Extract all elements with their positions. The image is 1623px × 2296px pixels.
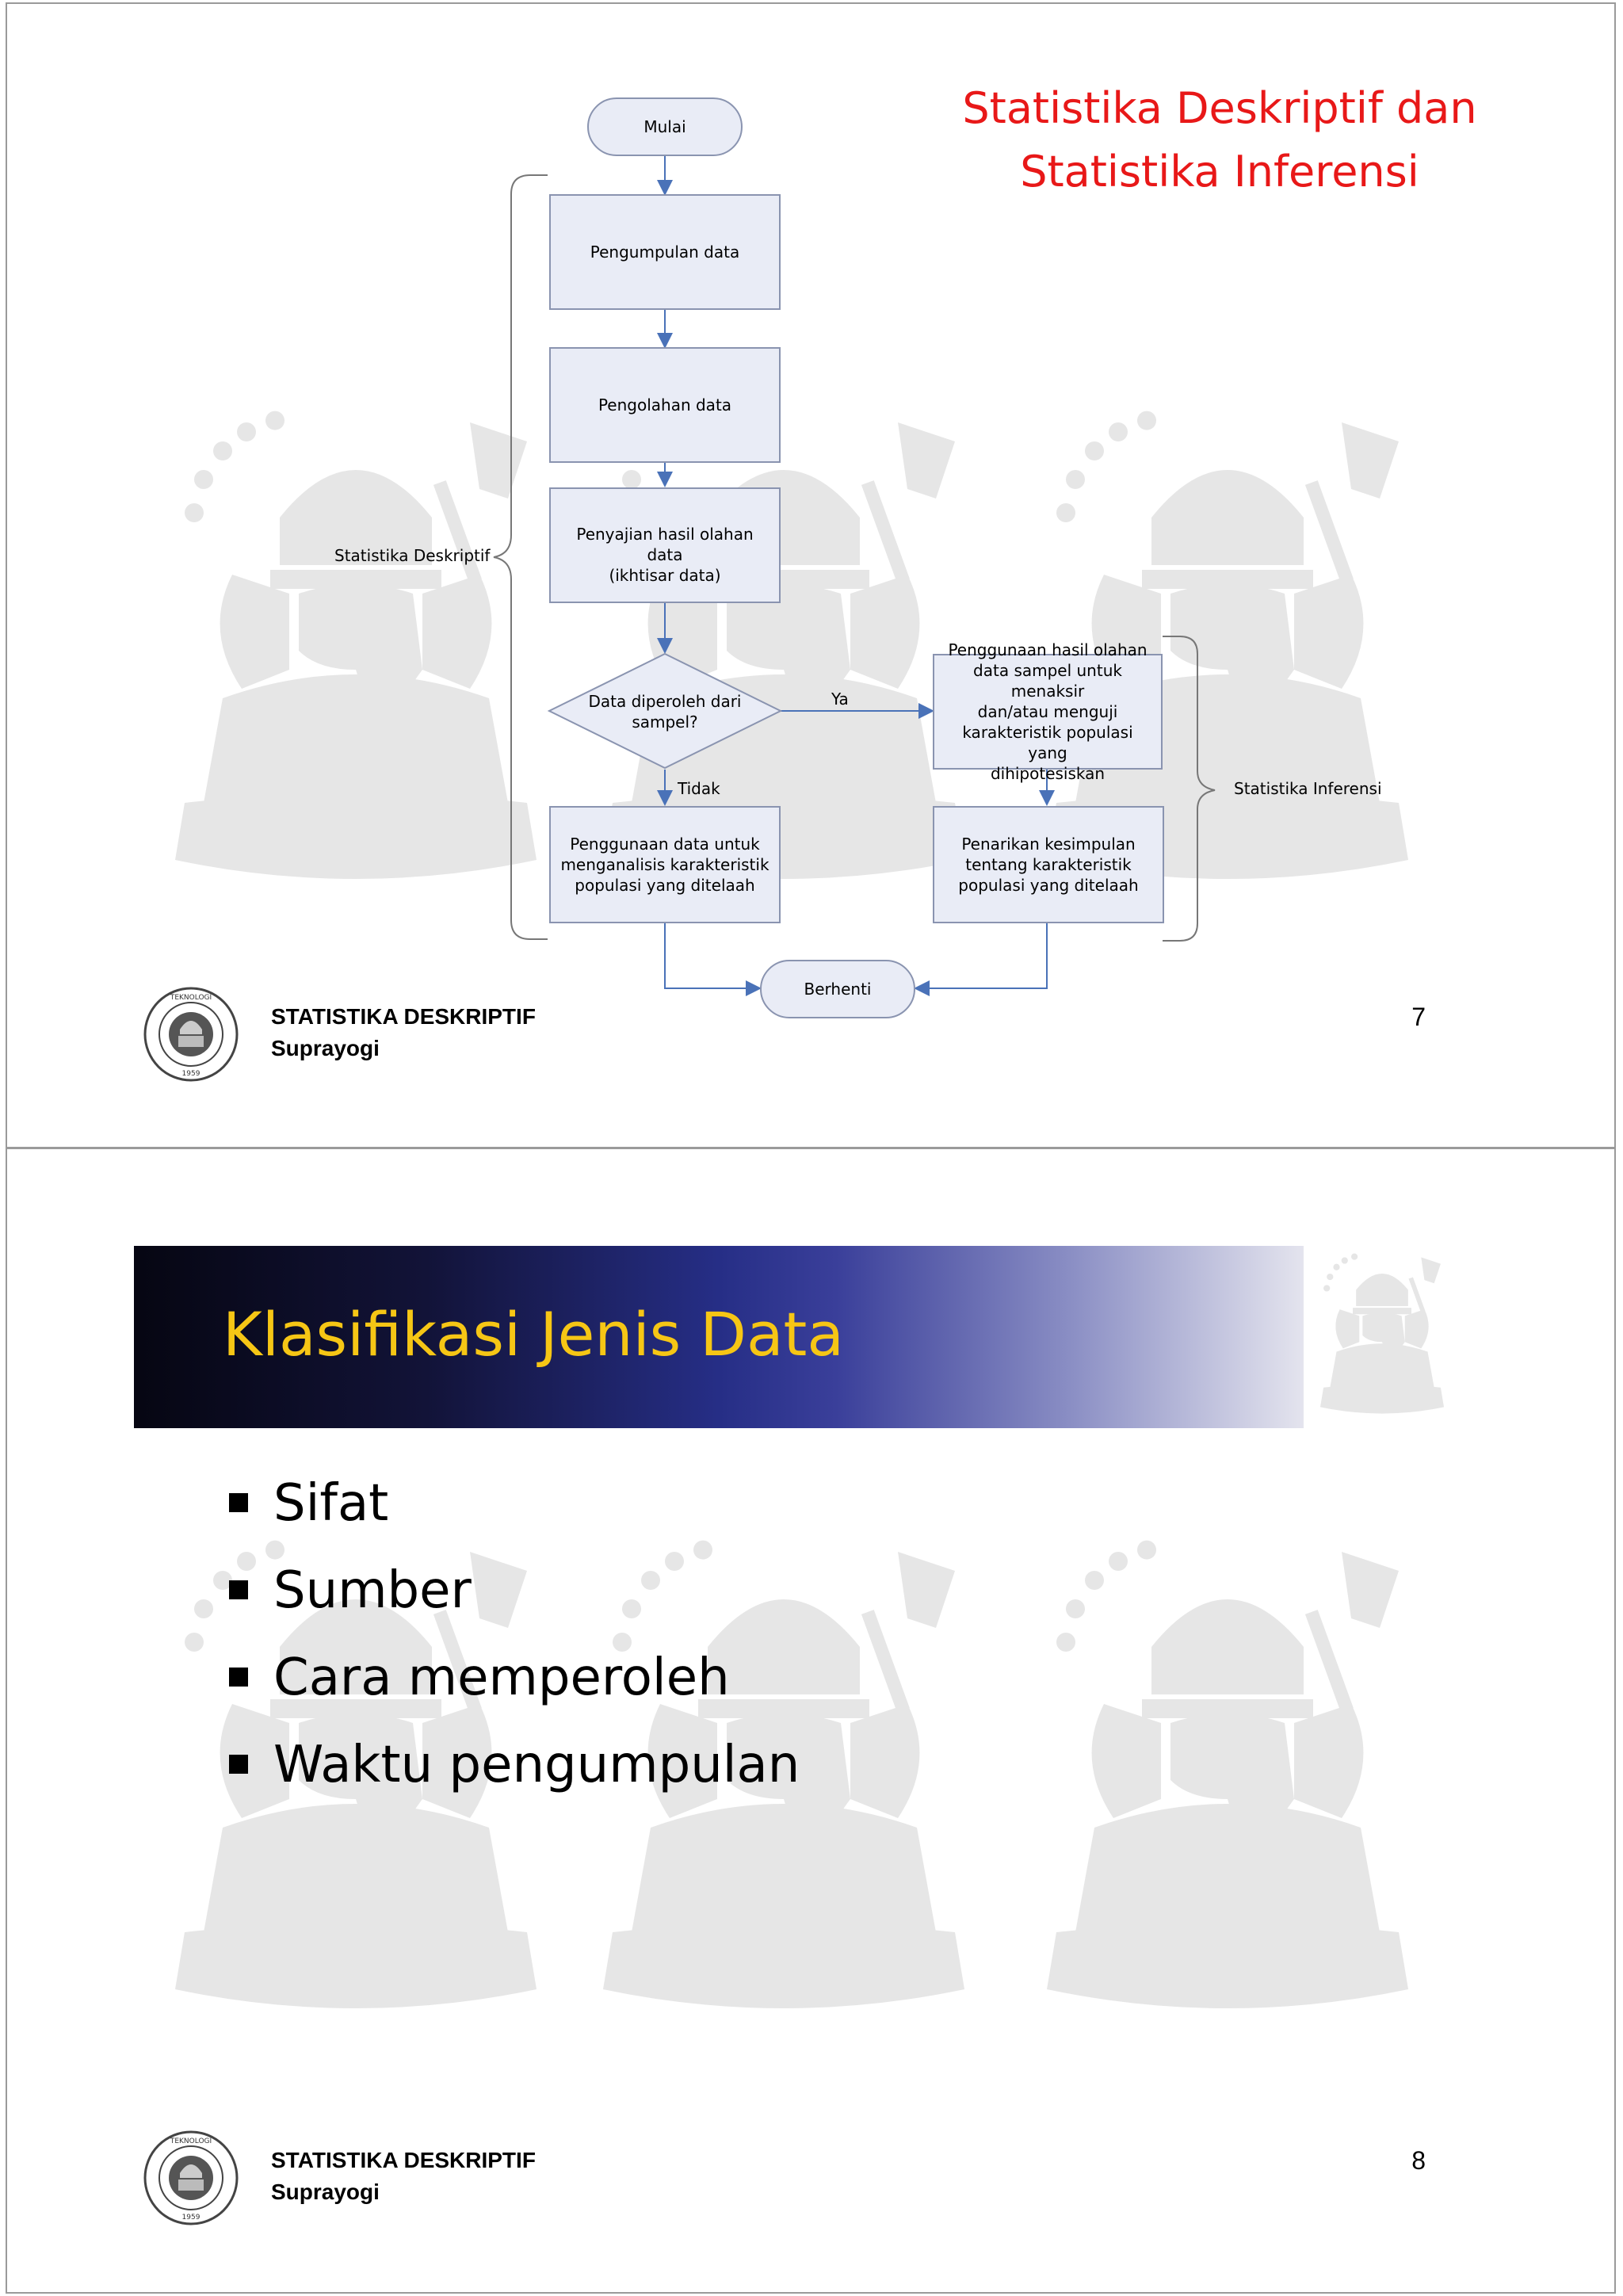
- descriptive-use-line-3: populasi yang ditelaah: [575, 876, 755, 895]
- slide-title: Klasifikasi Jenis Data: [223, 1299, 844, 1370]
- bullet-text: Sumber: [273, 1561, 472, 1620]
- arrow-descriptive-to-end: [665, 923, 760, 988]
- itb-seal-icon: [142, 2129, 240, 2227]
- bullet-square-icon: [229, 1668, 248, 1687]
- inferential-use-line-2: data sampel untuk menaksir: [973, 661, 1122, 701]
- present-label-line-1: Penyajian hasil olahan data: [576, 525, 754, 564]
- footer-author: Suprayogi: [271, 1036, 380, 1060]
- ganesha-watermark-icon: [1037, 1514, 1418, 2046]
- inferential-brace-label: Statistika Inferensi: [1234, 779, 1382, 798]
- descriptive-use-box: [549, 806, 781, 923]
- conclusion-line-3: populasi yang ditelaah: [958, 876, 1139, 895]
- inferential-brace: [1163, 636, 1215, 941]
- conclusion-box: [933, 806, 1164, 923]
- itb-seal-icon: [142, 985, 240, 1083]
- present-box: [549, 487, 781, 603]
- present-label-line-2: (ikhtisar data): [609, 566, 721, 585]
- conclusion-line-1: Penarikan kesimpulan: [961, 835, 1136, 854]
- descriptive-use-line-2: menganalisis karakteristik: [560, 855, 769, 874]
- descriptive-brace-label: Statistika Deskriptif: [334, 546, 491, 565]
- page-number: 8: [1411, 2146, 1426, 2175]
- decision-label-line-1: Data diperoleh dari: [588, 692, 742, 711]
- bullet-text: Waktu pengumpulan: [273, 1736, 800, 1794]
- conclusion-line-2: tentang karakteristik: [965, 855, 1132, 874]
- decision-text: [562, 684, 768, 739]
- slide-7: [6, 2, 1616, 1148]
- arrow-conclusion-to-end: [915, 923, 1047, 988]
- slide-8: [6, 1148, 1616, 2294]
- bullet-item: [221, 1460, 800, 1547]
- ganesha-logo-icon: [1307, 1244, 1457, 1427]
- yes-label: Ya: [831, 690, 849, 709]
- end-terminal: [760, 960, 915, 1018]
- descriptive-use-line-1: Penggunaan data untuk: [570, 835, 760, 854]
- start-label: Mulai: [643, 117, 686, 136]
- inferential-use-line-1: Penggunaan hasil olahan: [948, 640, 1148, 659]
- inferential-use-line-5: dihipotesiskan: [990, 764, 1106, 783]
- bullet-item: [221, 1721, 800, 1809]
- slide-title-line-2: Statistika Inferensi: [1020, 147, 1419, 197]
- descriptive-brace: [494, 175, 548, 939]
- bullet-text: Cara memperoleh: [273, 1648, 730, 1707]
- footer-course: STATISTIKA DESKRIPTIF: [271, 2148, 536, 2172]
- collect-label: Pengumpulan data: [590, 243, 740, 262]
- bullet-item: [221, 1634, 800, 1721]
- collect-box: [549, 194, 781, 310]
- process-box: [549, 347, 781, 463]
- no-label: Tidak: [678, 779, 720, 798]
- inferential-use-line-4: karakteristik populasi yang: [962, 723, 1133, 762]
- end-label: Berhenti: [804, 980, 872, 999]
- start-terminal: [587, 97, 743, 156]
- inferential-use-box: [933, 640, 1163, 783]
- bullet-text: Sifat: [273, 1474, 389, 1533]
- page-number: 7: [1411, 1003, 1426, 1031]
- title-banner: [134, 1246, 1304, 1428]
- inferential-use-line-3: dan/atau menguji: [977, 702, 1118, 721]
- bullet-square-icon: [229, 1580, 248, 1599]
- bullet-list: [221, 1460, 800, 1809]
- footer-course: STATISTIKA DESKRIPTIF: [271, 1004, 536, 1029]
- process-label: Pengolahan data: [598, 395, 732, 415]
- bullet-square-icon: [229, 1493, 248, 1512]
- bullet-square-icon: [229, 1755, 248, 1774]
- decision-label-line-2: sampel?: [632, 712, 698, 732]
- bullet-item: [221, 1547, 800, 1634]
- slide-title-line-1: Statistika Deskriptif dan: [962, 83, 1477, 133]
- footer-author: Suprayogi: [271, 2179, 380, 2204]
